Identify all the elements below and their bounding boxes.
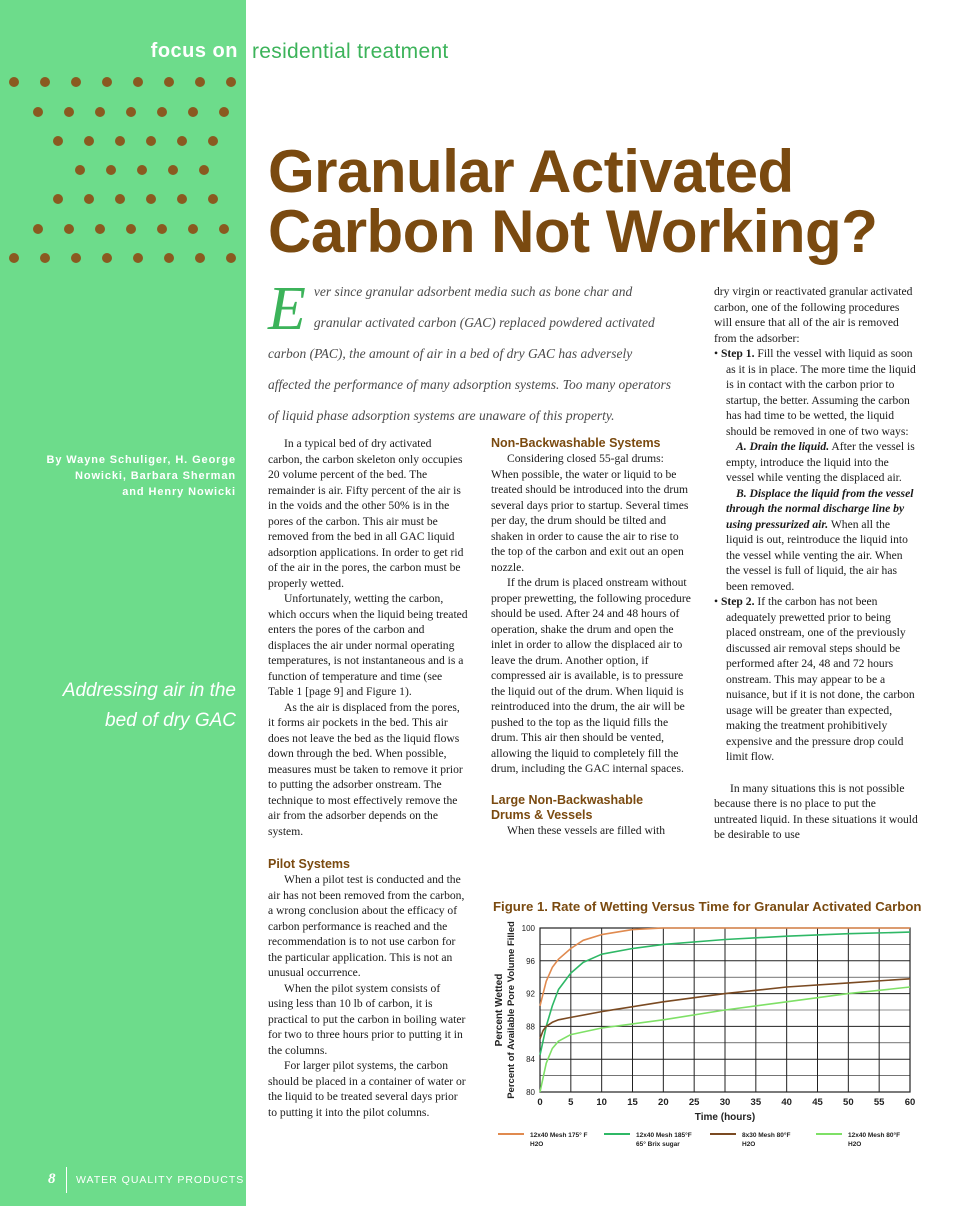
- decorative-dot: [53, 194, 63, 204]
- option-b: [714, 486, 918, 595]
- decorative-dot: [64, 107, 74, 117]
- y-tick-label: 92: [526, 989, 535, 999]
- decorative-dot: [157, 107, 167, 117]
- legend-label: 12x40 Mesh 185°F: [636, 1132, 692, 1139]
- legend-label: 12x40 Mesh 175° F: [530, 1132, 588, 1139]
- legend-sublabel: H2O: [530, 1141, 544, 1148]
- headline-line-1: Granular Activated: [268, 138, 794, 205]
- step-1: • Step 1. Fill the vessel with liquid as soon as it is in place. The more time the liquid is in contact with the carbon prior to startup, the better. Assuming the carbon has had time to be wetted, the liquid should be removed in one of two ways:: [714, 347, 916, 438]
- decorative-dot: [164, 77, 174, 87]
- decorative-dot: [195, 77, 205, 87]
- heading-large-drums-line-1: Large Non-Backwashable: [491, 792, 644, 807]
- legend-label: 12x40 Mesh 80°F: [848, 1132, 901, 1139]
- option-a-label: A. Drain the liquid.: [736, 440, 830, 453]
- headline-line-2: Carbon Not Working?: [268, 198, 878, 265]
- decorative-dot: [164, 253, 174, 263]
- byline-line-3: and Henry Nowicki: [122, 486, 236, 498]
- intro-line-1: ver since granular adsorbent media such as bone char and: [313, 284, 633, 299]
- option-b-label: B. Displace the liquid from the vessel through the normal discharge line by using pressurized air.: [726, 486, 914, 531]
- heading-pilot-systems: Pilot Systems: [268, 857, 350, 871]
- option-a-text: After the vessel is empty, introduce the liquid into the vessel while venting the displaced air.: [726, 440, 915, 484]
- y-tick-label: 80: [526, 1088, 535, 1097]
- heading-large-drums: [491, 793, 694, 823]
- step-2-label: Step 2.: [720, 595, 755, 608]
- paragraph: dry virgin or reactivated granular activated carbon, one of the following procedures will ensure that all of the air is removed from the adsorber:: [714, 285, 913, 345]
- option-a: [714, 439, 918, 486]
- decorative-dot: [208, 136, 218, 146]
- decorative-dot: [219, 224, 229, 234]
- decorative-dot: [84, 136, 94, 146]
- legend-sublabel: H2O: [742, 1141, 756, 1148]
- section-header: [0, 38, 960, 68]
- decorative-dot: [199, 165, 209, 175]
- y-tick-label: 96: [526, 956, 535, 966]
- byline-line-2: Nowicki, Barbara Sherman: [75, 470, 236, 482]
- decorative-dot: [219, 107, 229, 117]
- decorative-dot: [106, 165, 116, 175]
- paragraph: As the air is displaced from the pores, it forms air pockets in the bed. This air does not leave the bed as the liquid flows down through the bed. When possible, measures must be taken to remove it prior to putting the adsorber onstream. The technique to most effectively remove the air from the adsorber depends on the system.: [268, 700, 463, 838]
- pull-quote-line-2: bed of dry GAC: [105, 710, 236, 731]
- intro-line-5: of liquid phase adsorption systems are unaware of this property.: [268, 408, 615, 423]
- drop-cap: E: [268, 275, 306, 343]
- decorative-dot: [146, 194, 156, 204]
- intro-line-3: carbon (PAC), the amount of air in a bed of dry GAC has adversely: [268, 346, 633, 361]
- heading-non-backwashable: Non-Backwashable Systems: [491, 436, 661, 450]
- page-footer: [0, 1165, 246, 1195]
- body-column-1: [268, 436, 468, 1120]
- x-tick-label: 55: [873, 1097, 885, 1108]
- decorative-dot: [226, 77, 236, 87]
- x-tick-label: 0: [537, 1097, 543, 1108]
- decorative-dot: [133, 77, 143, 87]
- y-axis-label-line-2: Percent of Available Pore Volume Filled: [506, 921, 517, 1099]
- article-intro: [268, 276, 698, 431]
- legend-label: 8x30 Mesh 80°F: [742, 1132, 791, 1139]
- legend-item-4: [816, 1131, 900, 1148]
- decorative-dot: [133, 253, 143, 263]
- decorative-dot: [177, 194, 187, 204]
- paragraph: If the drum is placed onstream without proper prewetting, the following procedure should be used. After 24 and 48 hours of operation, shake the drum and open the inlet in order to allow the displaced air to leave the drum. Another option, if compressed air is available, is to pressure the liquid out of the drum. When liquid is reintroduced into the drum, the air will be pushed to the top as the liquid fills the drum. This air then should be vented, allowing the liquid to completely fill the drum, including the GAC internal spaces.: [491, 576, 691, 775]
- decorative-dot: [102, 253, 112, 263]
- decorative-dot: [168, 165, 178, 175]
- x-tick-label: 45: [812, 1097, 823, 1108]
- y-tick-label: 100: [521, 924, 535, 933]
- decorative-dot: [64, 224, 74, 234]
- decorative-dot: [126, 224, 136, 234]
- decorative-dot: [40, 253, 50, 263]
- byline: [40, 452, 236, 500]
- legend-sublabel: 65° Brix sugar: [636, 1141, 680, 1148]
- paragraph: Unfortunately, wetting the carbon, which occurs when the liquid being treated enters the pores of the carbon and displaces the air under normal operating temperatures, is not instantaneous and is a function of temperature and time (see Table 1 [page 9] and Figure 1).: [268, 592, 468, 698]
- publication-name: WATER QUALITY PRODUCTS: [76, 1174, 245, 1186]
- x-tick-label: 40: [781, 1097, 792, 1108]
- decorative-dot: [208, 194, 218, 204]
- body-column-3: [714, 284, 918, 843]
- step-1-label: Step 1.: [720, 347, 755, 360]
- x-tick-label: 15: [627, 1097, 638, 1108]
- body-column-2: [491, 436, 694, 838]
- x-tick-label: 60: [904, 1097, 916, 1108]
- legend-item-2: [604, 1131, 692, 1148]
- x-tick-label: 25: [688, 1097, 700, 1108]
- step-2: • Step 2. If the carbon has not been adequately prewetted prior to being placed onstream, one of the previously discussed air removal steps should be performed after 24, 48 and 72 hours onstream. This may appear to be a nuisance, but if it is not done, the carbon usage will be greater than expected, making the treatment prohibitively expensive and the pressure drop could limit flow.: [714, 595, 915, 763]
- intro-line-4: affected the performance of many adsorption systems. Too many operators: [268, 377, 671, 392]
- decorative-dot: [95, 224, 105, 234]
- x-tick-label: 20: [658, 1097, 669, 1108]
- focus-on-label: focus on: [150, 40, 238, 62]
- decorative-dot: [71, 77, 81, 87]
- decorative-dot: [195, 253, 205, 263]
- legend-sublabel: H2O: [848, 1141, 862, 1148]
- paragraph: For larger pilot systems, the carbon should be placed in a container of water or the liquid to be treated several days prior to putting it into the pilot columns.: [268, 1059, 466, 1119]
- decorative-dot: [126, 107, 136, 117]
- page-number: 8: [48, 1171, 56, 1187]
- decorative-dot: [33, 107, 43, 117]
- x-tick-label: 35: [750, 1097, 762, 1108]
- paragraph: In many situations this is not possible because there is no place to put the untreated liquid. In these situations it would be desirable to use: [714, 781, 918, 841]
- step-2-text: If the carbon has not been adequately prewetted prior to being placed onstream, one of the previously discussed air removal steps should be performed after 24, 48 and 72 hours onstream. This may appear to be a nuisance, but if it is not done, the carbon usage will be greater than expected, making the treatment prohibitively expensive and the pressure drop could limit flow.: [726, 595, 915, 763]
- legend-item-3: [710, 1131, 791, 1148]
- x-tick-label: 30: [719, 1097, 731, 1108]
- figure-title: Figure 1. Rate of Wetting Versus Time for Granular Activated Carbon: [493, 899, 922, 914]
- x-tick-label: 10: [596, 1097, 607, 1108]
- decorative-dot: [137, 165, 147, 175]
- option-b-text: When all the liquid is out, reintroduce the liquid into the vessel while venting the air. When the vessel is full of liquid, the air has been removed.: [726, 517, 908, 593]
- legend-item-1: [498, 1131, 588, 1148]
- wetting-rate-chart: [490, 918, 920, 1158]
- footer-divider: [66, 1167, 67, 1193]
- decorative-dot: [102, 77, 112, 87]
- decorative-dot: [53, 136, 63, 146]
- pull-quote-line-1: Addressing air in the: [62, 680, 236, 701]
- y-tick-label: 84: [526, 1055, 535, 1065]
- decorative-dot: [177, 136, 187, 146]
- x-axis-label: Time (hours): [694, 1112, 756, 1123]
- decorative-dot: [9, 253, 19, 263]
- byline-line-1: By Wayne Schuliger, H. George: [46, 454, 236, 466]
- decorative-dot: [9, 77, 19, 87]
- intro-line-2: granular activated carbon (GAC) replaced powdered activated: [313, 315, 655, 330]
- decorative-dot: [146, 136, 156, 146]
- heading-large-drums-line-2: Drums & Vessels: [491, 807, 593, 822]
- decorative-dot: [75, 165, 85, 175]
- y-tick-label: 88: [526, 1022, 535, 1032]
- decorative-dot: [84, 194, 94, 204]
- decorative-dot: [188, 107, 198, 117]
- decorative-dot: [33, 224, 43, 234]
- step-1-text: Fill the vessel with liquid as soon as it is in place. The more time the liquid is in contact with the carbon prior to startup, the better. Assuming the carbon has had time to be wetted, the liquid should be removed in one of two ways:: [726, 347, 916, 438]
- decorative-dot: [95, 107, 105, 117]
- paragraph: When these vessels are filled with: [507, 823, 666, 837]
- decorative-dot: [188, 224, 198, 234]
- x-tick-label: 50: [843, 1097, 854, 1108]
- paragraph: When a pilot test is conducted and the air has not been removed from the carbon, a wrong conclusion about the efficacy of carbon performance is reached and the recommendation is to not use carbon for the particular application. This is not an unusual occurrence.: [268, 873, 465, 979]
- section-topic: residential treatment: [252, 40, 449, 63]
- decorative-dot: [157, 224, 167, 234]
- decorative-dot: [71, 253, 81, 263]
- paragraph: Considering closed 55-gal drums: When possible, the water or liquid to be treated should be introduced into the drum several days prior to startup. Several times per day, the drum should be tilted and shaken in order to cause the air to rise to the top of the carbon and exit out an open nozzle.: [491, 452, 689, 574]
- decorative-dot: [115, 136, 125, 146]
- article-headline: [268, 138, 948, 265]
- decorative-dot: [115, 194, 125, 204]
- y-axis-label-line-1: Percent Wetted: [494, 973, 505, 1047]
- pull-quote: [20, 676, 236, 736]
- paragraph: In a typical bed of dry activated carbon, the carbon skeleton only occupies 20 volume percent of the bed. The remainder is air. Fifty percent of the air is in the voids and the other 50% is in the pores of the carbon. This air must be removed from the bed in all GAC liquid adsorption applications. In order to get rid of the air in the pores, the carbon must be properly wetted.: [268, 437, 464, 590]
- paragraph: When the pilot system consists of using less than 10 lb of carbon, it is practical to put the carbon in boiling water for two to three hours prior to putting it in the columns.: [268, 981, 466, 1057]
- decorative-dot: [226, 253, 236, 263]
- x-tick-label: 5: [568, 1097, 574, 1108]
- decorative-dot: [40, 77, 50, 87]
